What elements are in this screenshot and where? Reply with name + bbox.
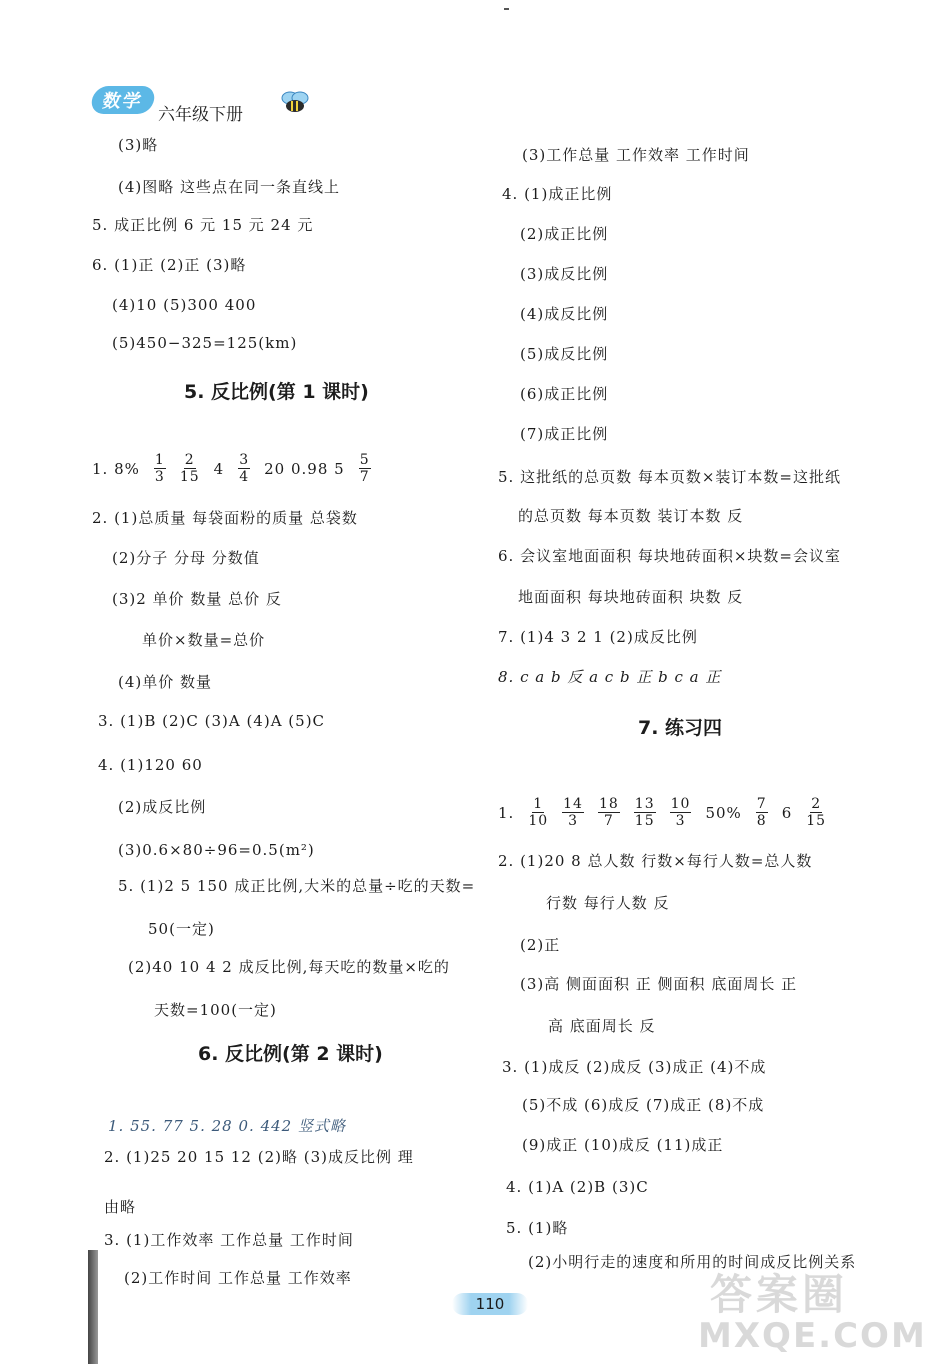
right-line-4: (3)成反比例 — [520, 265, 609, 283]
page-number: 110 — [452, 1293, 528, 1315]
right-line-5: (4)成反比例 — [520, 305, 609, 323]
left-line-15: (3)0.6×80÷96=0.5(m²) — [118, 841, 315, 859]
left-line-7: 2. (1)总质量 每袋面粉的质量 总袋数 — [92, 509, 358, 527]
fraction: 13 15 — [634, 796, 655, 829]
section-heading-7: 7. 练习四 — [638, 717, 723, 739]
left-line-24: (2)工作时间 工作总量 工作效率 — [124, 1269, 352, 1287]
right-line-1: (3)工作总量 工作效率 工作时间 — [522, 146, 750, 164]
left-line-20: 1. 55. 77 5. 28 0. 442 竖式略 — [108, 1117, 346, 1135]
left-line-12: 3. (1)B (2)C (3)A (4)A (5)C — [98, 712, 326, 730]
right-line-13: 7. (1)4 3 2 1 (2)成反比例 — [498, 628, 698, 646]
left-line-14: (2)成反比例 — [118, 798, 207, 816]
left-line-6: (5)450−325=125(km) — [112, 334, 298, 352]
fraction: 1 3 — [154, 452, 165, 485]
left-line-4: 6. (1)正 (2)正 (3)略 — [92, 256, 247, 274]
right-line-16: 行数 每行人数 反 — [546, 894, 670, 912]
fraction: 5 7 — [359, 452, 370, 485]
left-line-11: (4)单价 数量 — [118, 673, 213, 691]
left-line-18: (2)40 10 4 2 成反比例,每天吃的数量×吃的 — [128, 958, 450, 976]
subject-logo: 数学 — [90, 86, 157, 114]
right-line-20: 3. (1)成反 (2)成反 (3)成正 (4)不成 — [502, 1058, 767, 1076]
left-line-16: 5. (1)2 5 150 成正比例,大米的总量÷吃的天数= — [118, 877, 476, 895]
left-line-3: 5. 成正比例 6 元 15 元 24 元 — [92, 216, 314, 234]
left-line-13: 4. (1)120 60 — [98, 756, 203, 774]
right-line-14: 8. c a b 反 a c b 正 b c a 正 — [498, 668, 722, 686]
right-line-8: (7)成正比例 — [520, 425, 609, 443]
right-line-7: (6)成正比例 — [520, 385, 609, 403]
right-line-12: 地面面积 每块地砖面积 块数 反 — [518, 588, 744, 606]
left-line-2: (4)图略 这些点在同一条直线上 — [118, 178, 341, 196]
left-line-1: (3)略 — [118, 136, 159, 154]
right-line-17: (2)正 — [520, 936, 561, 954]
watermark: 答案圈 MXQE.COM — [698, 1270, 927, 1356]
fraction: 2 15 — [806, 796, 827, 829]
right-line-11: 6. 会议室地面面积 每块地砖面积×块数=会议室 — [498, 547, 841, 565]
fraction: 18 7 — [598, 796, 619, 829]
left-q1-fractions: 1. 8% 1 3 2 15 4 3 4 20 0.98 5 5 7 — [92, 452, 370, 485]
left-line-21: 2. (1)25 20 15 12 (2)略 (3)成反比例 理 — [104, 1148, 414, 1166]
left-line-10: 单价×数量=总价 — [142, 631, 266, 649]
left-line-9: (3)2 单价 数量 总价 反 — [112, 590, 282, 608]
left-line-22: 由略 — [104, 1198, 137, 1216]
right-line-2: 4. (1)成正比例 — [502, 185, 613, 203]
scan-mark — [504, 8, 509, 10]
right-line-15: 2. (1)20 8 总人数 行数×每行人数=总人数 — [498, 852, 813, 870]
scan-edge — [88, 1250, 98, 1364]
fraction: 14 3 — [563, 796, 583, 829]
right-line-24: 5. (1)略 — [506, 1219, 569, 1237]
right-line-22: (9)成正 (10)成反 (11)成正 — [522, 1136, 724, 1154]
fraction: 2 15 — [179, 452, 200, 485]
section-heading-6: 6. 反比例(第 2 课时) — [198, 1043, 383, 1065]
right-line-18: (3)高 侧面面积 正 侧面积 底面周长 正 — [520, 975, 798, 993]
fraction: 3 4 — [239, 452, 250, 485]
left-line-17: 50(一定) — [148, 920, 215, 938]
fraction: 10 3 — [670, 796, 691, 829]
right-line-19: 高 底面周长 反 — [548, 1017, 656, 1035]
fraction: 7 8 — [756, 796, 767, 829]
grade-title: 六年级下册 — [158, 105, 243, 125]
fraction: 1 10 — [528, 796, 549, 829]
right-q1-fractions: 1. 1 10 14 3 18 7 13 15 10 3 50% 7 8 6 2 15 — [498, 796, 827, 829]
left-line-5: (4)10 (5)300 400 — [112, 296, 257, 314]
left-line-19: 天数=100(一定) — [154, 1001, 277, 1019]
right-line-10: 的总页数 每本页数 装订本数 反 — [518, 507, 744, 525]
left-line-8: (2)分子 分母 分数值 — [112, 549, 260, 567]
right-line-23: 4. (1)A (2)B (3)C — [506, 1178, 649, 1196]
right-line-3: (2)成正比例 — [520, 225, 609, 243]
right-line-25: (2)小明行走的速度和所用的时间成反比例关系 — [528, 1253, 857, 1271]
right-line-9: 5. 这批纸的总页数 每本页数×装订本数=这批纸 — [498, 468, 841, 486]
bee-icon — [278, 90, 312, 116]
section-heading-5: 5. 反比例(第 1 课时) — [184, 381, 369, 403]
left-line-23: 3. (1)工作效率 工作总量 工作时间 — [104, 1231, 354, 1249]
right-line-6: (5)成反比例 — [520, 345, 609, 363]
right-line-21: (5)不成 (6)成反 (7)成正 (8)不成 — [522, 1096, 765, 1114]
